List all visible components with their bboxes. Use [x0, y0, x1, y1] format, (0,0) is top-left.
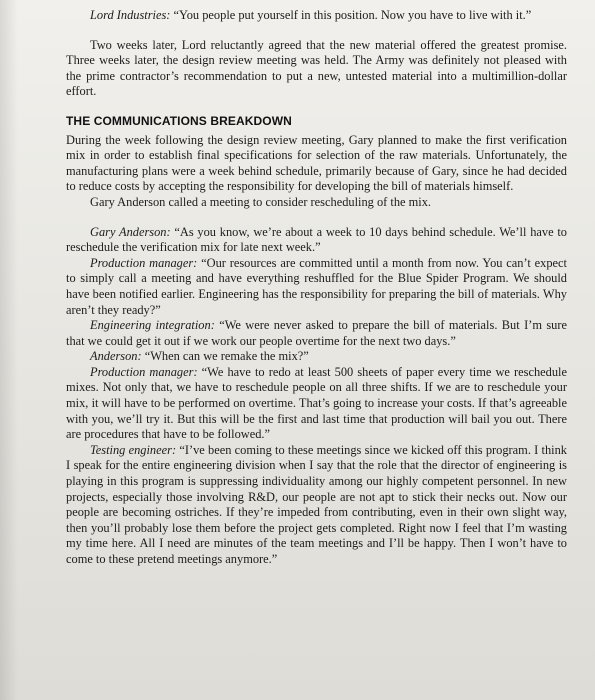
speaker-label: Testing engineer: — [90, 442, 177, 457]
paragraph-two-weeks-later — [66, 38, 567, 100]
speaker-label: Production manager: — [90, 255, 198, 270]
speaker-label: Gary Anderson: — [90, 224, 171, 239]
speaker-label: Engineering integration: — [90, 318, 215, 333]
paragraph-text: Two weeks later, Lord reluctantly agreed that the new material offered the greatest promise. Three weeks later, the design review meeting was held. The Army was definitely not pleased with the prime contractor’s recommendation to put a new, untested material into a multimillion-dollar effort. — [66, 37, 567, 99]
dialogue-testing-engineer — [66, 443, 567, 568]
dialogue-engineering-integration — [66, 318, 567, 349]
dialogue-text: “When can we remake the mix?” — [141, 349, 309, 364]
speaker-label: Lord Industries: — [90, 8, 171, 22]
dialogue-text: “As you know, we’re about a week to 10 days behind schedule. We’ll have to reschedule the verification mix for late next week.” — [66, 224, 567, 255]
dialogue-text: “We were never asked to prepare the bill of materials. But I’m sure that we could get it out if we work our people overtime for the next two days.” — [66, 318, 567, 348]
section-heading: THE COMMUNICATIONS BREAKDOWN — [66, 113, 292, 128]
speaker-label: Anderson: — [90, 349, 142, 364]
paragraph-text: “You people put yourself in this position. Now you have to live with it.” — [170, 8, 532, 22]
speaker-label: Production manager: — [90, 364, 198, 379]
dialogue-anderson — [66, 349, 567, 365]
dialogue-text: “We have to redo at least 500 sheets of paper every time we reschedule mixes. Not only that, we have to reschedule people on all three shifts. If we are to reschedule your mix, it will have to be performed on overtime. That’s going to increase your costs. If that’s agreeable with you, we’ll try it. But this will be the first and last time that production will bail you out. There are procedures that have to be followed.” — [66, 364, 567, 442]
paragraph-text: Gary Anderson called a meeting to consider rescheduling of the mix. — [90, 194, 431, 209]
paragraph-week-following — [66, 133, 567, 195]
dialogue-production-manager-1 — [66, 256, 567, 318]
dialogue-text: “I’ve been coming to these meetings since we kicked off this program. I think I speak for the entire engineering division when I say that the role that the director of engineering is playing in this program is suppressing individuality among our highly competent personnel. In new projects, especially those involving R&D, our people are not apt to stick their necks out. Now our people are becoming ostriches. If they’re impeded from contributing, even in their own slight way, then you’ll probably lose them before the project gets completed. Right now I feel that I’m wasting my time here. All I need are minutes of the team meetings and I’ll be happy. Then I won’t have to come to these pretend meetings anymore.” — [66, 442, 567, 566]
dialogue-gary-anderson — [66, 225, 567, 256]
paragraph-text: During the week following the design review meeting, Gary planned to make the first verification mix in order to establish final specifications for selection of the raw materials. Unfortunately, the manufacturing plans were a week behind schedule, primarily because of Gary, since he had decided to reduce costs by accepting the responsibility for developing the bill of materials himself. — [66, 132, 567, 194]
dialogue-production-manager-2 — [66, 365, 567, 443]
paragraph-called-meeting — [66, 195, 567, 211]
dialogue-text: “Our resources are committed until a month from now. You can’t expect to simply call a meeting and have everything reshuffled for the Blue Spider Program. We should have been notified earlier. Engineering has the responsibility for preparing the bill of materials. Why aren’t they ready?” — [66, 255, 567, 317]
paragraph-lord-quote — [66, 8, 567, 24]
